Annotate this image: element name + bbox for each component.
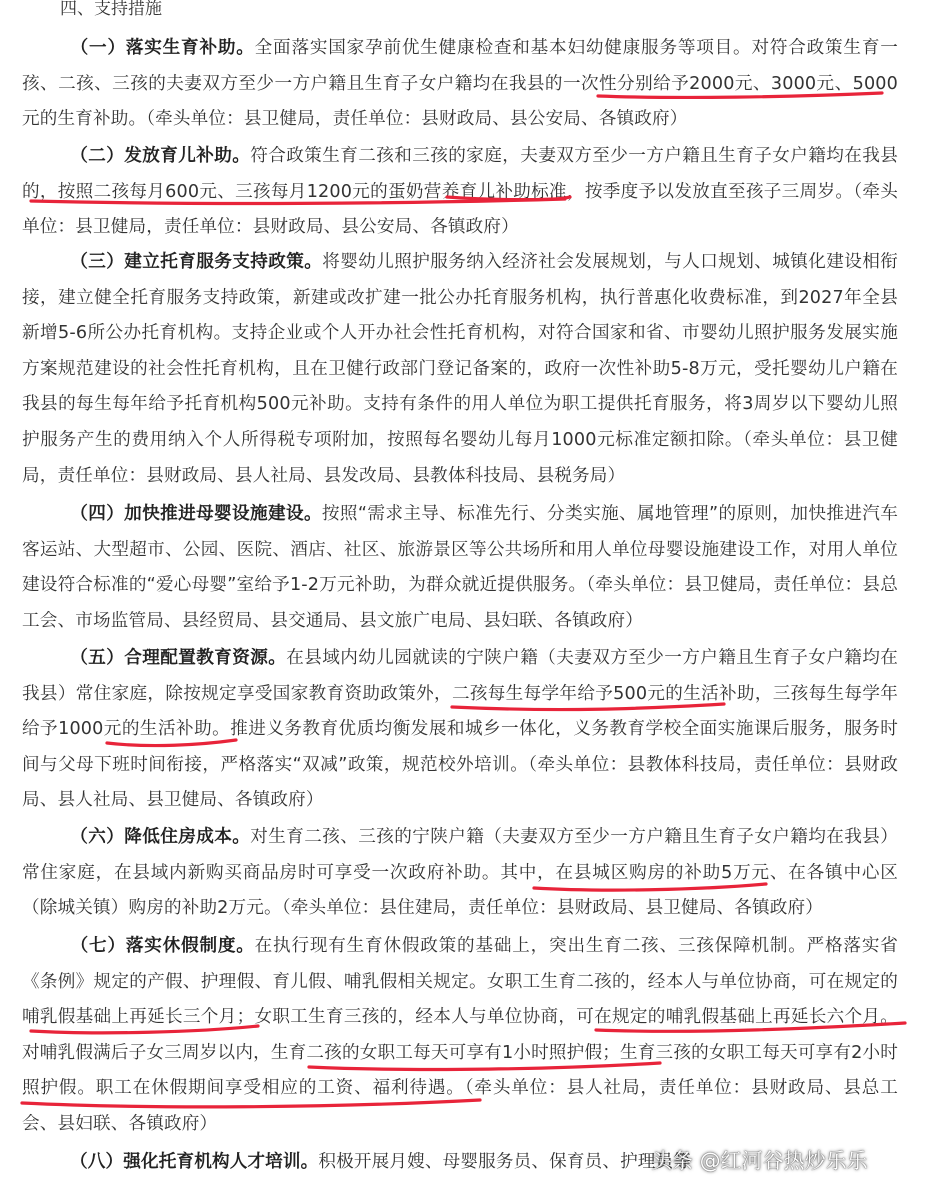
paragraph-6-title: （六）降低住房成本。 — [70, 827, 251, 847]
paragraph-4-body: 按照“需求主导、标准先行、分类实施、属地管理”的原则，加快推进汽车客运站、大型超市、公园、医院、酒店、社区、旅游景区等公共场所和用人单位母婴设施建设工作，对用人单位建设符合标准的“爱心母婴”室给予1-2万元补助，为群众就近提供服务。（牵头单位：县卫健局，责任单位：县总工会、市场监管局、县经贸局、县交通局、县文旅广电局、县妇联、各镇政府） — [22, 504, 898, 631]
paragraph-5-body: 在县域内幼儿园就读的宁陕户籍（夫妻双方至少一方户籍且生育子女户籍均在我县）常住家庭，除按规定享受国家教育资助政策外，二孩每生每学年给予500元的生活补助，三孩每生每学年给予1000元的生活补助。推进义务教育优质均衡发展和城乡一体化，义务教育学校全面实施课后服务，服务时间与父母下班时间衔接，严格落实“双减”政策，规范校外培训。（牵头单位：县教体科技局，责任单位：县财政局、县人社局、县卫健局、各镇政府） — [22, 648, 898, 811]
paragraph-7-body: 在执行现有生育休假政策的基础上，突出生育二孩、三孩保障机制。严格落实省《条例》规定的产假、护理假、育儿假、哺乳假相关规定。女职工生育二孩的，经本人与单位协商，可在规定的哺乳假基础上再延长三个月；女职工生育三孩的，经本人与单位协商，可在规定的哺乳假基础上再延长六个月。对哺乳假满后子女三周岁以内，生育二孩的女职工每天可享有1小时照护假；生育三孩的女职工每天可享有2小时照护假。职工在休假期间享受相应的工资、福利待遇。（牵头单位：县人社局，责任单位：县财政局、县总工会、县妇联、各镇政府） — [22, 936, 898, 1134]
paragraph-2-body: 符合政策生育二孩和三孩的家庭，夫妻双方至少一方户籍且生育子女户籍均在我县的，按照二孩每月600元、三孩每月1200元的蛋奶营养育儿补助标准，按季度予以发放直至孩子三周岁。（牵头单位：县卫健局，责任单位：县财政局、县公安局、各镇政府） — [22, 146, 898, 238]
paragraph-2-title: （二）发放育儿补助。 — [70, 146, 251, 166]
paragraph-1 — [22, 31, 898, 138]
paragraph-7 — [22, 929, 898, 1143]
paragraph-8-body: 积极开展月嫂、母婴服务员、保育员、护理员等 — [318, 1152, 692, 1172]
paragraph-7-title: （七）落实休假制度。 — [70, 936, 255, 956]
paragraph-6 — [22, 820, 898, 927]
paragraph-4-title: （四）加快推进母婴设施建设。 — [70, 504, 322, 524]
paragraph-3-title: （三）建立托育服务支持政策。 — [70, 252, 323, 272]
paragraph-2 — [22, 139, 898, 246]
paragraph-4 — [22, 497, 898, 639]
paragraph-5 — [22, 641, 898, 819]
paragraph-5-title: （五）合理配置教育资源。 — [70, 648, 287, 668]
paragraph-1-body: 全面落实国家孕前优生健康检查和基本妇幼健康服务等项目。对符合政策生育一孩、二孩、三孩的夫妻双方至少一方户籍且生育子女户籍均在我县的一次性分别给予2000元、3000元、5000元的生育补助。（牵头单位：县卫健局，责任单位：县财政局、县公安局、各镇政府） — [22, 38, 898, 130]
paragraph-1-title: （一）落实生育补助。 — [70, 38, 255, 58]
paragraph-8-title: （八）强化托育机构人才培训。 — [70, 1152, 319, 1172]
paragraph-3 — [22, 245, 898, 494]
watermark: 头条 @红河谷热炒乐乐 — [651, 1149, 868, 1173]
section-heading: 四、支持措施 — [60, 0, 162, 19]
paragraph-6-body: 对生育二孩、三孩的宁陕户籍（夫妻双方至少一方户籍且生育子女户籍均在我县）常住家庭，在县域内新购买商品房时可享受一次政府补助。其中，在县城区购房的补助5万元、在各镇中心区（除城关镇）购房的补助2万元。（牵头单位：县住建局，责任单位：县财政局、县卫健局、各镇政府） — [22, 827, 898, 919]
paragraph-3-body: 将婴幼儿照护服务纳入经济社会发展规划，与人口规划、城镇化建设相衔接，建立健全托育服务支持政策，新建或改扩建一批公办托育服务机构，执行普惠化收费标准，到2027年全县新增5-6所公办托育机构。支持企业或个人开办社会性托育机构，对符合国家和省、市婴幼儿照护服务发展实施方案规范建设的社会性托育机构，且在卫健行政部门登记备案的，政府一次性补助5-8万元，受托婴幼儿户籍在我县的每生每年给予托育机构500元补助。支持有条件的用人单位为职工提供托育服务，将3周岁以下婴幼儿照护服务产生的费用纳入个人所得税专项附加，按照每名婴幼儿每月1000元标准定额扣除。（牵头单位：县卫健局，责任单位：县财政局、县人社局、县发改局、县教体科技局、县税务局） — [22, 252, 898, 486]
